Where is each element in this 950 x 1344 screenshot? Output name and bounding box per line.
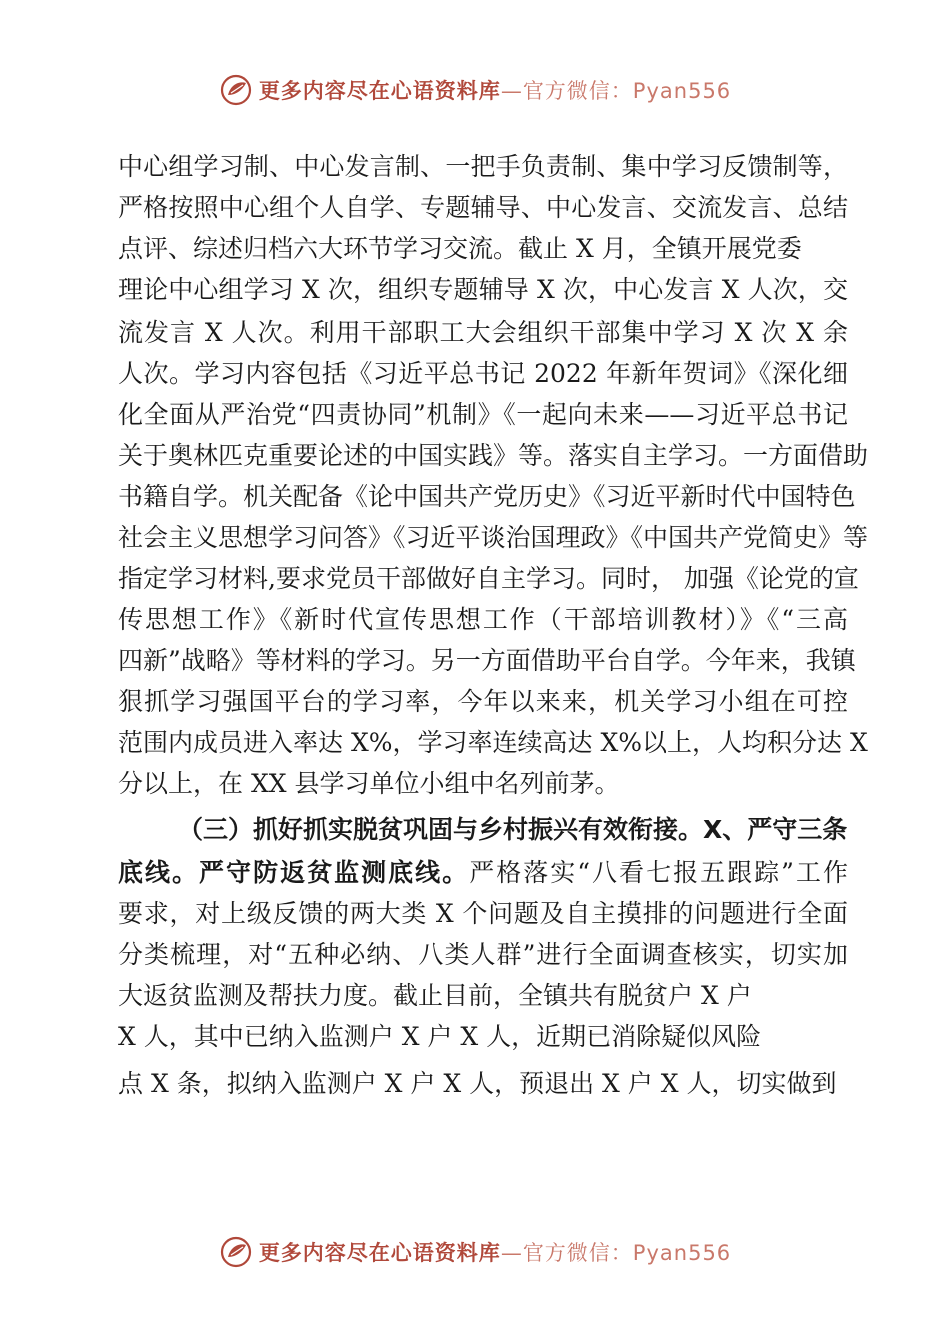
leaf-logo-icon [219,1235,253,1269]
text-line-rest: 严格落实“八看七报五跟踪”工作 [469,858,848,887]
section-subheading: 底线。严守防返贫监测底线。 [118,858,470,887]
text-line: 四新”战略》等材料的学习。另一方面借助平台自学。今年来，我镇 [118,646,856,675]
text-line [118,856,848,890]
section-heading-text: （三）抓好抓实脱贫巩固与乡村振兴有效衔接。X、严守三条 [178,815,848,844]
text-line: 中心组学习制、中心发言制、一把手负责制、集中学习反馈制等， [118,152,848,181]
watermark-suffix: —官方微信：Pyan556 [500,1241,732,1265]
text-line: 点 X 条，拟纳入监测户 X 户 X 人，预退出 X 户 X 人，切实做到 [118,1069,837,1098]
text-line: X 人，其中已纳入监测户 X 户 X 人，近期已消除疑似风险 [118,1022,762,1051]
text-line: 书籍自学。机关配备《论中国共产党历史》《习近平新时代中国特色 [118,482,856,511]
text-line: 要求，对上级反馈的两大类 X 个问题及自主摸排的问题进行全面 [118,899,848,928]
text-line: 传思想工作》《新时代宣传思想工作（干部培训教材）》《“三高 [118,605,848,634]
watermark-text [259,1237,731,1267]
watermark-suffix: —官方微信：Pyan556 [500,79,732,103]
watermark-brand: 更多内容尽在心语资料库 [258,79,501,103]
header-watermark [0,70,950,110]
text-line: 点评、综述归档六大环节学习交流。截止 X 月，全镇开展党委 [118,234,802,263]
text-line: 关于奥林匹克重要论述的中国实践》等。落实自主学习。一方面借助 [118,441,869,470]
leaf-logo-icon [219,73,253,107]
footer-watermark [0,1232,950,1272]
text-line: 理论中心组学习 X 次，组织专题辅导 X 次，中心发言 X 人次，交 [118,275,848,304]
section-heading [118,813,847,847]
text-line: 范围内成员进入率达 X%，学习率连续高达 X%以上，人均积分达 X [118,728,868,757]
text-line: 人次。学习内容包括《习近平总书记 2022 年新年贺词》《深化细 [118,359,848,388]
text-line: 分以上，在 XX 县学习单位小组中名列前茅。 [118,769,620,798]
watermark-text [259,75,731,105]
text-line: 狠抓学习强国平台的学习率，今年以来来，机关学习小组在可控 [118,687,848,716]
text-line: 严格按照中心组个人自学、专题辅导、中心发言、交流发言、总结 [118,193,848,222]
text-line: 分类梳理，对“五种必纳、八类人群”进行全面调查核实，切实加 [118,940,848,969]
text-line: 化全面从严治党“四责协同”机制》《一起向未来——习近平总书记 [118,400,848,429]
text-line: 流发言 X 人次。利用干部职工大会组织干部集中学习 X 次 X 余 [118,318,848,347]
text-line: 指定学习材料,要求党员干部做好自主学习。同时， 加强《论党的宣 [118,564,859,593]
watermark-brand: 更多内容尽在心语资料库 [258,1241,501,1265]
text-line: 大返贫监测及帮扶力度。截止目前，全镇共有脱贫户 X 户 [118,981,752,1010]
text-line: 社会主义思想学习问答》《习近平谈治国理政》《中国共产党简史》等 [118,523,869,552]
